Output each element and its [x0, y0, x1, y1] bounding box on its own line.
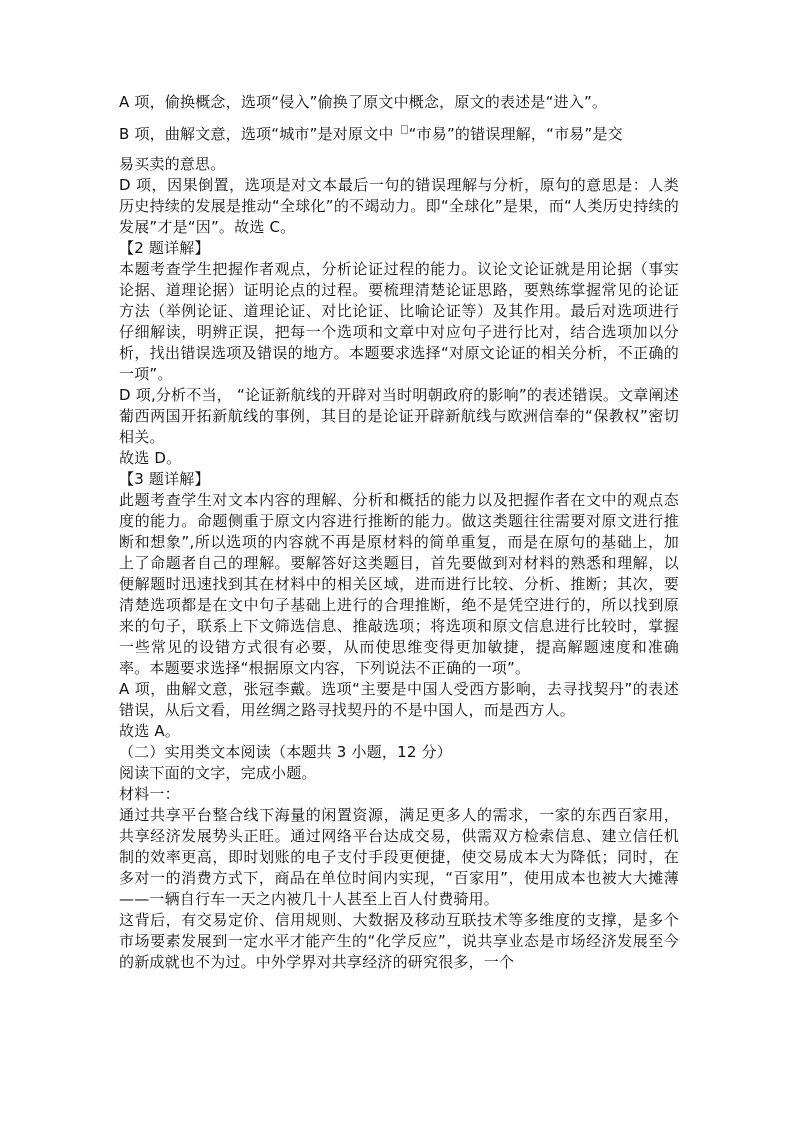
b-option-text-2: “市易”的错误理解，“市易”是交: [408, 125, 623, 143]
paragraph-a-option: A 项，偷换概念，选项“侵入”偷换了原文中概念，原文的表述是“进入”。: [119, 93, 608, 111]
instruction-text: 阅读下面的文字，完成小题。: [119, 764, 317, 782]
answer-q3: 故选 A。: [119, 722, 181, 740]
paragraph-d-option: D 项，因果倒置，选项是对文本最后一句的错误理解与分析，原句的意思是：人类历史持续的发展是推动“全球化”的不竭动力。即“全球化”是果，而“人类历史持续的发展”才是“因”。故选 C。: [119, 176, 679, 236]
paragraph-q3-analysis: 此题考查学生对文本内容的理解、分析和概括的能力以及把握作者在文中的观点态度的能力。命题侧重于原文内容进行推断的能力。做这类题往往需要对原文进行推断和想象”,所以选项的内容就不再是原材料的简单重复，而是在原句的基础上，加上了命题者自己的理解。要解答好这类题目，首先要做到对材料的熟悉和理解，以便解题时迅速找到其在材料中的相关区域，进而进行比较、分析、推断；其次，要清楚选项都是在文中句子基础上进行的合理推断，绝不是凭空进行的，所以找到原来的句子，联系上下文筛选信息、推敲选项；将选项和原文信息进行比较时，掌握一些常见的设错方式很有必要，从而使思维变得更加敏捷，提高解题速度和准确率。本题要求选择“根据原文内容，下列说法不正确的一项”。: [119, 491, 679, 677]
material-paragraph-1: 通过共享平台整合线下海量的闲置资源，满足更多人的需求，一家的东西百家用，共享经济发展势头正旺。通过网络平台达成交易，供需双方检索信息、建立信任机制的效率更高，即时划账的电子支付手段更便捷，使交易成本大为降低；同时，在多对一的消费方式下，商品在单位时间内实现，“百家用”，使用成本也被大大摊薄——一辆自行车一天之内被几十人甚至上百人付费骑用。: [119, 806, 679, 908]
section-heading-q3: 【3 题详解】: [119, 470, 210, 488]
anchor-marker-icon: [401, 125, 408, 134]
document-page: [119, 92, 679, 973]
paragraph-b-option: [119, 124, 679, 145]
answer-q2: 故选 D。: [119, 449, 182, 467]
b-option-continuation: 易买卖的意思。: [119, 155, 226, 173]
section-heading-q2: 【2 题详解】: [119, 239, 210, 257]
b-option-text-1: B 项，曲解文意，选项“城市”是对原文中: [119, 125, 399, 143]
paragraph-q3-a-option: A 项，曲解文意，张冠李戴。选项“主要是中国人受西方影响，去寻找契丹”的表述错误，从后文看，用丝绸之路寻找契丹的不是中国人，而是西方人。: [119, 680, 679, 719]
paragraph-q2-d-option: D 项,分析不当， “论证新航线的开辟对当时明朝政府的影响”的表述错误。文章阐述葡西两国开拓新航线的事例，其目的是论证开辟新航线与欧洲信奉的“保教权”密切相关。: [119, 386, 679, 446]
material-one-label: 材料一：: [119, 785, 180, 803]
section-heading-part2: （二）实用类文本阅读（本题共 3 小题，12 分）: [119, 743, 452, 761]
paragraph-q2-analysis: 本题考查学生把握作者观点，分析论证过程的能力。议论文论证就是用论据（事实论据、道理论据）证明论点的过程。要梳理清楚论证思路，要熟练掌握常见的论证方法（举例论证、道理论证、对比论证、比喻论证等）及其作用。最后对选项进行仔细解读，明辨正误，把每一个选项和文章中对应句子进行比对，结合选项加以分析，找出错误选项及错误的地方。本题要求选择“对原文论证的相关分析，不正确的一项”。: [119, 260, 679, 383]
material-paragraph-2: 这背后，有交易定价、信用规则、大数据及移动互联技术等多维度的支撑，是多个市场要素发展到一定水平才能产生的“化学反应”，说共享业态是市场经济发展至今的新成就也不为过。中外学界对共享经济的研究很多，一个: [119, 911, 679, 971]
